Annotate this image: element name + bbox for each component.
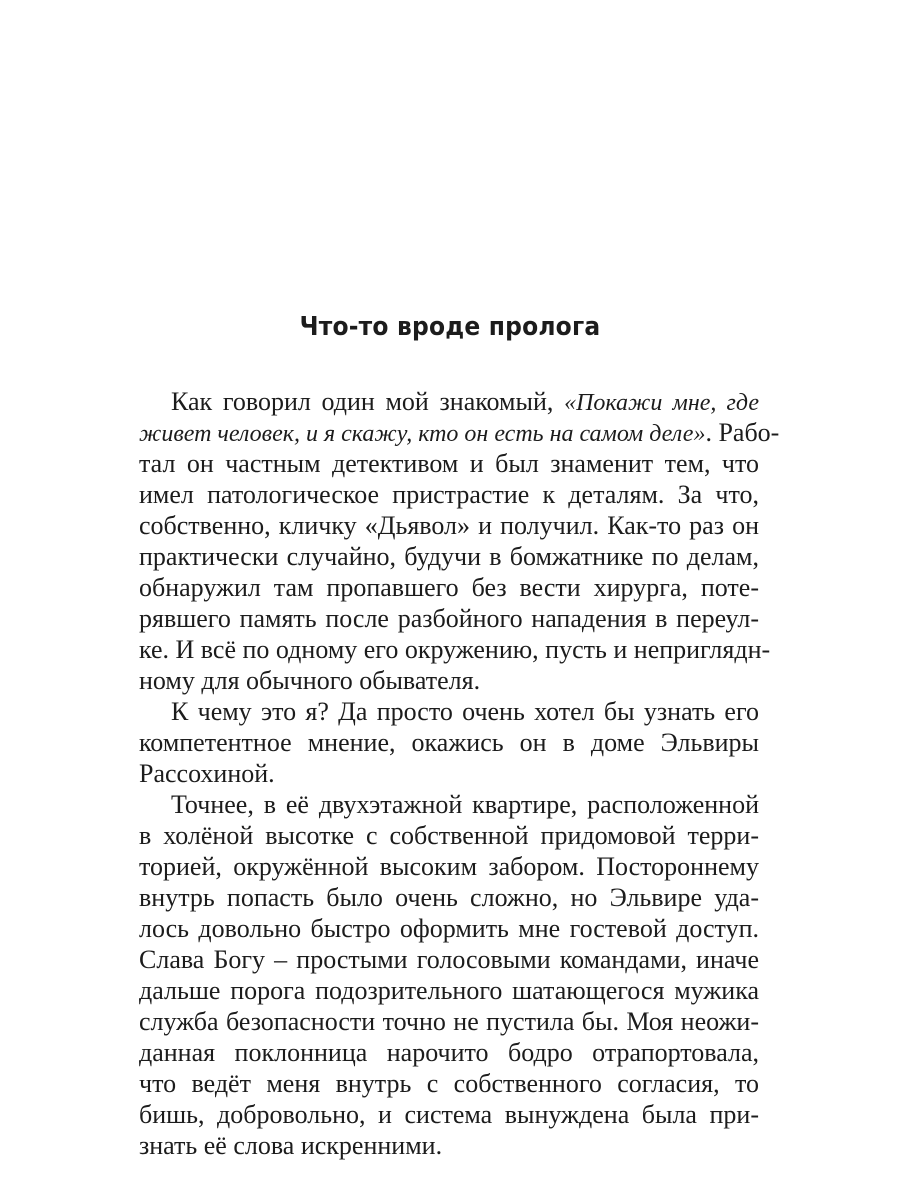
text-line: имел патологическое пристрастие к деталям. За что,	[139, 480, 759, 509]
text-line: тал он частным детективом и был знаменит тем, что	[139, 449, 759, 478]
text-line: данная поклонница нарочито бодро отрапортовала,	[139, 1038, 759, 1067]
chapter-title: Что-то вроде пролога	[299, 312, 601, 342]
text-line: живет человек, и я скажу, кто он есть на самом деле». Рабо-	[139, 418, 780, 447]
text-line: лось довольно быстро оформить мне гостевой доступ.	[139, 914, 759, 943]
text-line: ному для обычного обывателя.	[139, 666, 481, 695]
text-line: рявшего память после разбойного нападения в переул-	[139, 604, 759, 633]
text-line: торией, окружённой высоким забором. Постороннему	[139, 852, 759, 881]
text-line: ке. И всё по одному его окружению, пусть и неприглядн-	[139, 635, 771, 664]
text-line: дальше порога подозрительного шатающегося мужика	[139, 976, 759, 1005]
text-line: в холёной высотке с собственной придомовой терри-	[139, 821, 759, 850]
text-line: Рассохиной.	[139, 759, 275, 788]
text-line: внутрь попасть было очень сложно, но Эльвире уда-	[139, 883, 759, 912]
text-line: Слава Богу – простыми голосовыми командами, иначе	[139, 945, 759, 974]
text-line: Точнее, в её двухэтажной квартире, расположенной	[171, 790, 759, 819]
text-line: служба безопасности точно не пустила бы. Моя неожи-	[139, 1007, 759, 1036]
text-line: Как говорил один мой знакомый, «Покажи мне, где	[171, 387, 760, 416]
text-line: К чему это я? Да просто очень хотел бы узнать его	[171, 697, 759, 726]
text-line: что ведёт меня внутрь с собственного согласия, то	[139, 1069, 759, 1098]
text-line: обнаружил там пропавшего без вести хирурга, поте-	[139, 573, 759, 602]
text-line: бишь, добровольно, и система вынуждена была при-	[139, 1100, 759, 1129]
text-line: компетентное мнение, окажись он в доме Эльвиры	[139, 728, 759, 757]
text-line: знать её слова искренними.	[139, 1131, 443, 1160]
text-line: собственно, кличку «Дьявол» и получил. Как-то раз он	[139, 511, 759, 540]
text-line: практически случайно, будучи в бомжатнике по делам,	[139, 542, 759, 571]
